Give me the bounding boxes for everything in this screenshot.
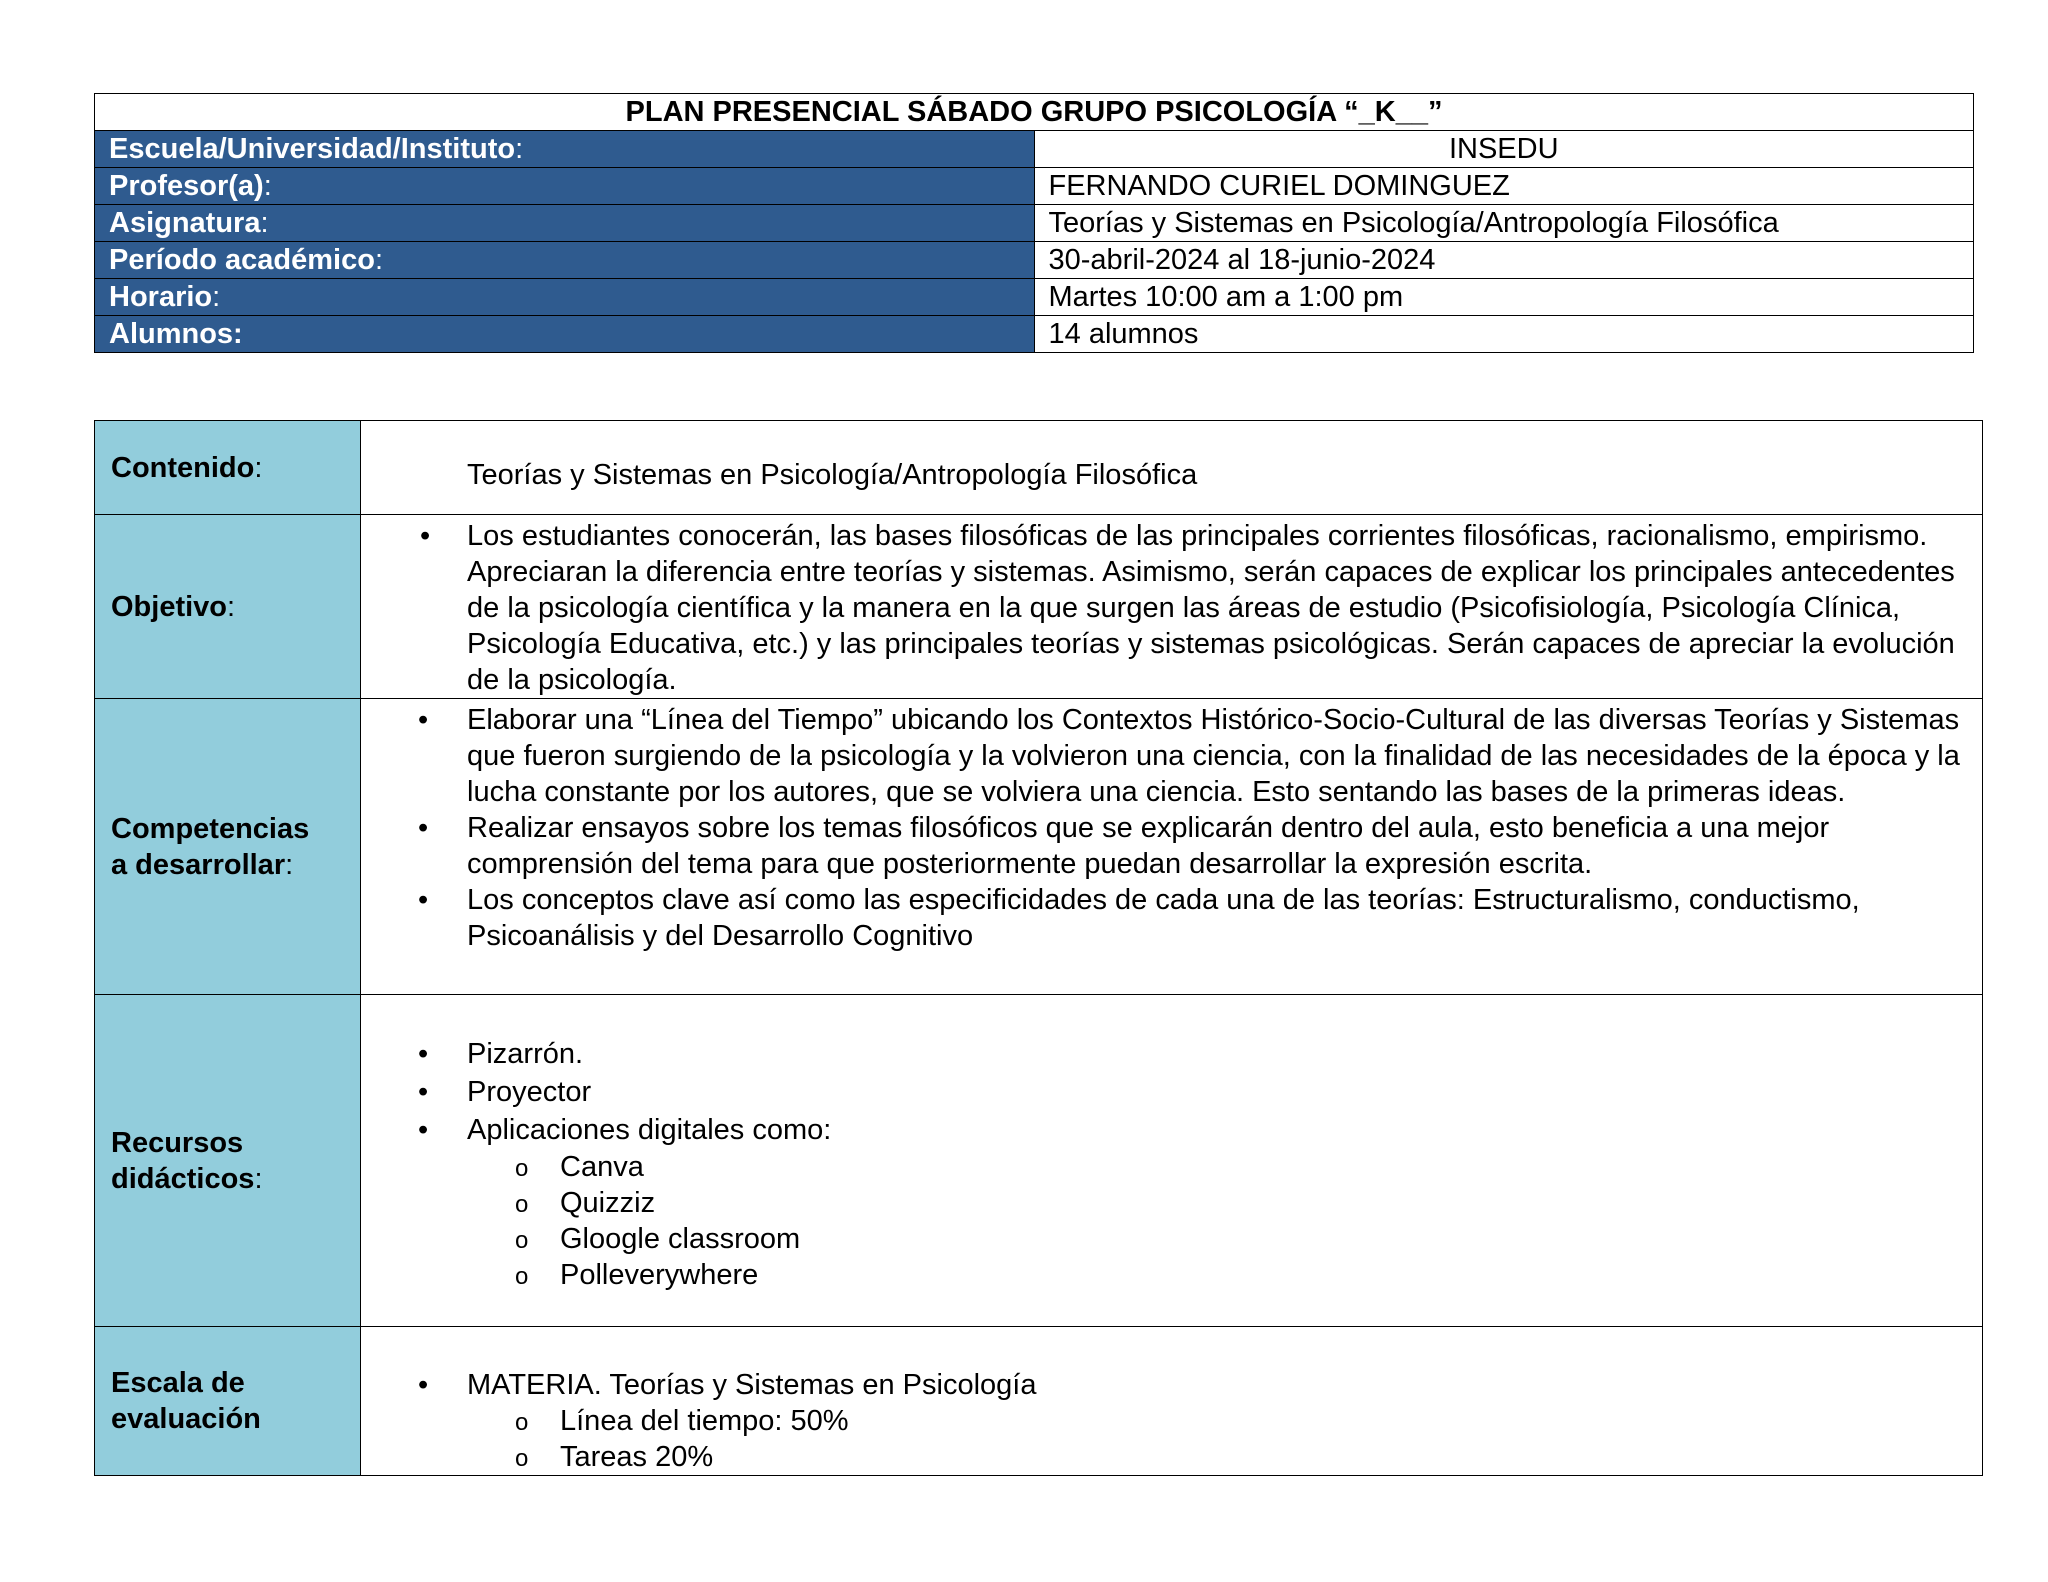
schedule-value: Martes 10:00 am a 1:00 pm bbox=[1034, 279, 1974, 316]
bullet-icon: • bbox=[418, 884, 429, 916]
period-label: Período académico: bbox=[95, 242, 1035, 279]
row-escala bbox=[95, 1327, 1983, 1476]
school-label: Escuela/Universidad/Instituto: bbox=[95, 131, 1035, 168]
objetivo-cell bbox=[361, 515, 1983, 699]
objetivo-text: Los estudiantes conocerán, las bases filosóficas de las principales corrientes filosóficas, racionalismo, empirismo. Apreciaran la diferencia entre teorías y sistemas. Asimismo, serán capaces de explicar los principales antecedentes de la psicología científica y la manera en la que surgen las áreas de estudio (Psicofisiología, Psicología Clínica, Psicología Educativa, etc.) y las principales teorías y sistemas psicológicas. Serán capaces de apreciar la evolución de la psicología. bbox=[467, 520, 1955, 696]
list-item: o Canva bbox=[99, 1149, 1962, 1185]
info-row-period bbox=[95, 242, 1974, 279]
bullet-icon: • bbox=[418, 1369, 429, 1401]
bullet-icon: • bbox=[418, 812, 429, 844]
circle-bullet-icon: o bbox=[515, 1409, 529, 1436]
subject-value: Teorías y Sistemas en Psicología/Antropología Filosófica bbox=[1034, 205, 1974, 242]
escala-label: Escala de evaluación bbox=[95, 1327, 361, 1476]
circle-bullet-icon: o bbox=[515, 1445, 529, 1472]
list-item: • Pizarrón. bbox=[99, 1035, 1962, 1073]
circle-bullet-icon: o bbox=[515, 1263, 529, 1290]
plan-table bbox=[94, 420, 1983, 1476]
school-value: INSEDU bbox=[1034, 131, 1974, 168]
list-item: • Aplicaciones digitales como: bbox=[99, 1111, 1962, 1149]
list-item: • Realizar ensayos sobre los temas filosóficos que se explicarán dentro del aula, esto beneficia a una mejor comprensión del tema para que posteriormente puedan desarrollar la expresión escrita. bbox=[418, 812, 1830, 880]
plan-title: PLAN PRESENCIAL SÁBADO GRUPO PSICOLOGÍA “_K__” bbox=[95, 94, 1974, 131]
contenido-text: Teorías y Sistemas en Psicología/Antropología Filosófica bbox=[467, 459, 1198, 491]
objetivo-label: Objetivo: bbox=[95, 515, 361, 699]
professor-label: Profesor(a): bbox=[95, 168, 1035, 205]
period-value: 30-abril-2024 al 18-junio-2024 bbox=[1034, 242, 1974, 279]
row-competencias bbox=[95, 699, 1983, 995]
competencias-cell bbox=[361, 699, 1983, 995]
schedule-label: Horario: bbox=[95, 279, 1035, 316]
recursos-sublist bbox=[99, 1149, 1962, 1293]
list-item: o Gloogle classroom bbox=[99, 1221, 1962, 1257]
competencias-list bbox=[99, 702, 1962, 954]
recursos-list bbox=[99, 1035, 1962, 1149]
info-row-professor bbox=[95, 168, 1974, 205]
list-item: o Quizziz bbox=[99, 1185, 1962, 1221]
students-value: 14 alumnos bbox=[1034, 316, 1974, 353]
bullet-icon: • bbox=[418, 1038, 429, 1070]
list-item bbox=[99, 518, 1962, 698]
info-row-students bbox=[95, 316, 1974, 353]
contenido-label: Contenido: bbox=[95, 421, 361, 515]
escala-cell bbox=[361, 1327, 1983, 1476]
escala-list bbox=[99, 1367, 1962, 1403]
list-item: • Los conceptos clave así como las especificidades de cada una de las teorías: Estructuralismo, conductismo, Psicoanálisis y del Desarrollo Cognitivo bbox=[418, 884, 1860, 952]
bullet-icon: • bbox=[418, 1114, 429, 1146]
circle-bullet-icon: o bbox=[515, 1191, 529, 1218]
list-item: o Línea del tiempo: 50% bbox=[99, 1403, 1962, 1439]
circle-bullet-icon: o bbox=[515, 1227, 529, 1254]
info-row-subject bbox=[95, 205, 1974, 242]
contenido-cell bbox=[361, 421, 1983, 515]
row-contenido bbox=[95, 421, 1983, 515]
students-label: Alumnos: bbox=[95, 316, 1035, 353]
list-item: o Polleverywhere bbox=[99, 1257, 1962, 1293]
bullet-icon: • bbox=[418, 704, 429, 736]
row-objetivo bbox=[95, 515, 1983, 699]
subject-label: Asignatura: bbox=[95, 205, 1035, 242]
info-row-school bbox=[95, 131, 1974, 168]
escala-sublist bbox=[99, 1403, 1962, 1475]
recursos-label: Recursos didácticos: bbox=[95, 995, 361, 1327]
list-item: • Elaborar una “Línea del Tiempo” ubicando los Contextos Histórico-Socio-Cultural de las diversas Teorías y Sistemas que fueron surgiendo de la psicología y la volvieron una ciencia, con la finalidad de las necesidades de la época y la lucha constante por los autores, que se volviera una ciencia. Esto sentando las bases de la primeras ideas. bbox=[418, 704, 1960, 808]
competencias-label: Competencias a desarrollar: bbox=[95, 699, 361, 995]
list-item: o Tareas 20% bbox=[99, 1439, 1962, 1475]
recursos-cell bbox=[361, 995, 1983, 1327]
objetivo-list bbox=[99, 518, 1962, 698]
professor-value: FERNANDO CURIEL DOMINGUEZ bbox=[1034, 168, 1974, 205]
bullet-icon: • bbox=[418, 1076, 429, 1108]
bullet-icon: • bbox=[420, 520, 431, 552]
list-item: • Proyector bbox=[99, 1073, 1962, 1111]
info-row-schedule bbox=[95, 279, 1974, 316]
list-item: • MATERIA. Teorías y Sistemas en Psicología bbox=[418, 1369, 1037, 1401]
row-recursos bbox=[95, 995, 1983, 1327]
course-info-table bbox=[94, 93, 1974, 353]
circle-bullet-icon: o bbox=[515, 1155, 529, 1182]
title-row bbox=[95, 94, 1974, 131]
